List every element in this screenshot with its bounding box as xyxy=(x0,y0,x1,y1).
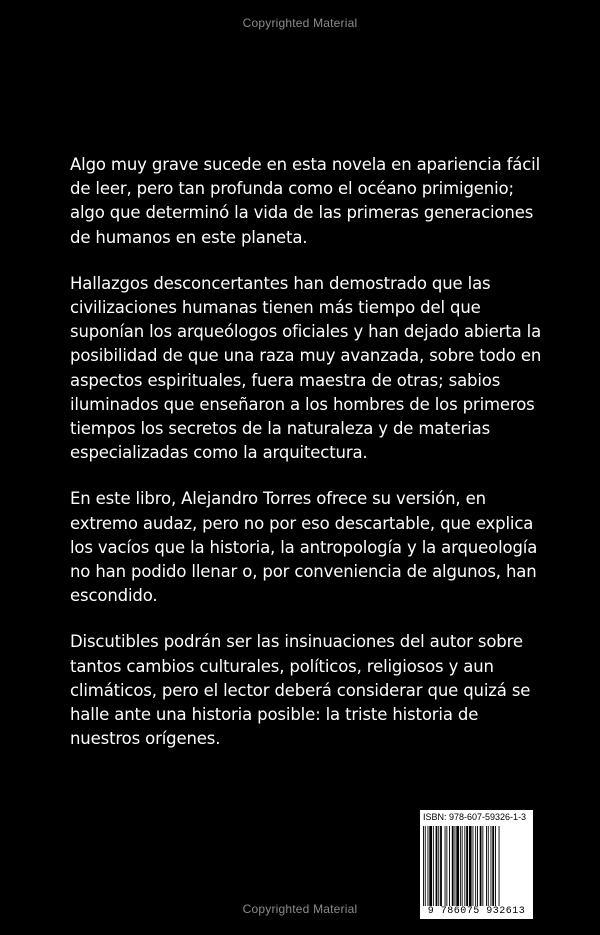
barcode-bars xyxy=(423,826,530,906)
barcode-bar xyxy=(456,826,459,906)
barcode-bar xyxy=(462,826,463,906)
barcode-number: 9 786075 932613 xyxy=(427,906,526,917)
copyright-watermark-bottom: Copyrighted Material xyxy=(242,902,358,916)
barcode-bar xyxy=(482,826,483,906)
blurb-paragraph-2: Hallazgos desconcertantes han demostrado que las civilizaciones humanas tienen más tiempo del que suponían los arqueólogos oficiales y han dejado abierta la posibilidad de que una raza muy avanzada, sobre todo en aspectos espirituales, fuera maestra de otras; sabios iluminados que enseñaron a los hombres de los primeros tiempos los secretos de la naturaleza y de materias especializadas como la arquitectura. xyxy=(70,273,542,463)
copyright-watermark-top: Copyrighted Material xyxy=(242,16,358,30)
barcode-bar xyxy=(473,826,474,906)
barcode-bar xyxy=(446,826,447,906)
isbn-label: ISBN: 978-607-59326-1-3 xyxy=(423,812,527,822)
barcode-bar xyxy=(440,826,442,906)
barcode-bar xyxy=(455,826,456,906)
barcode-bar xyxy=(423,826,424,906)
blurb-paragraph-1: Algo muy grave sucede en esta novela en apariencia fácil de leer, pero tan profunda como el océano primigenio; algo que determinó la vida de las primeras generaciones de humanos en este planeta. xyxy=(70,155,541,247)
barcode-bar xyxy=(438,826,439,906)
barcode-bar xyxy=(466,826,468,906)
barcode-bar xyxy=(436,826,438,906)
barcode-bar xyxy=(452,826,454,906)
barcode-bar xyxy=(486,826,487,906)
barcode-bar xyxy=(449,826,450,906)
barcode-bar xyxy=(492,826,494,906)
barcode-bar xyxy=(477,826,478,906)
barcode-bar xyxy=(469,826,472,906)
barcode-bar xyxy=(495,826,496,906)
blurb-paragraph-4: Discutibles podrán ser las insinuaciones del autor sobre tantos cambios culturales, políticos, religiosos y aun climáticos, pero el lector deberá considerar que quizá se halle ante una historia posible: la triste historia de nuestros orígenes. xyxy=(70,632,531,749)
barcode-bar xyxy=(429,826,432,906)
back-cover-blurb xyxy=(70,153,550,773)
barcode-bar xyxy=(460,826,461,906)
barcode-bar xyxy=(464,826,465,906)
barcode-bar xyxy=(480,826,482,906)
blurb-paragraph-3: En este libro, Alejandro Torres ofrece su versión, en extremo audaz, pero no por eso descartable, que explica los vacíos que la historia, la antropología y la arqueología no han podido llenar o, por conveniencia de algunos, han escondido. xyxy=(70,489,538,606)
barcode-bar xyxy=(488,826,489,906)
barcode-bar xyxy=(428,826,429,906)
barcode-bar xyxy=(499,826,500,906)
barcode-bar xyxy=(425,826,426,906)
barcode-bar xyxy=(475,826,476,906)
barcode-bar xyxy=(433,826,434,906)
barcode-bar xyxy=(491,826,492,906)
barcode-bar xyxy=(445,826,446,906)
